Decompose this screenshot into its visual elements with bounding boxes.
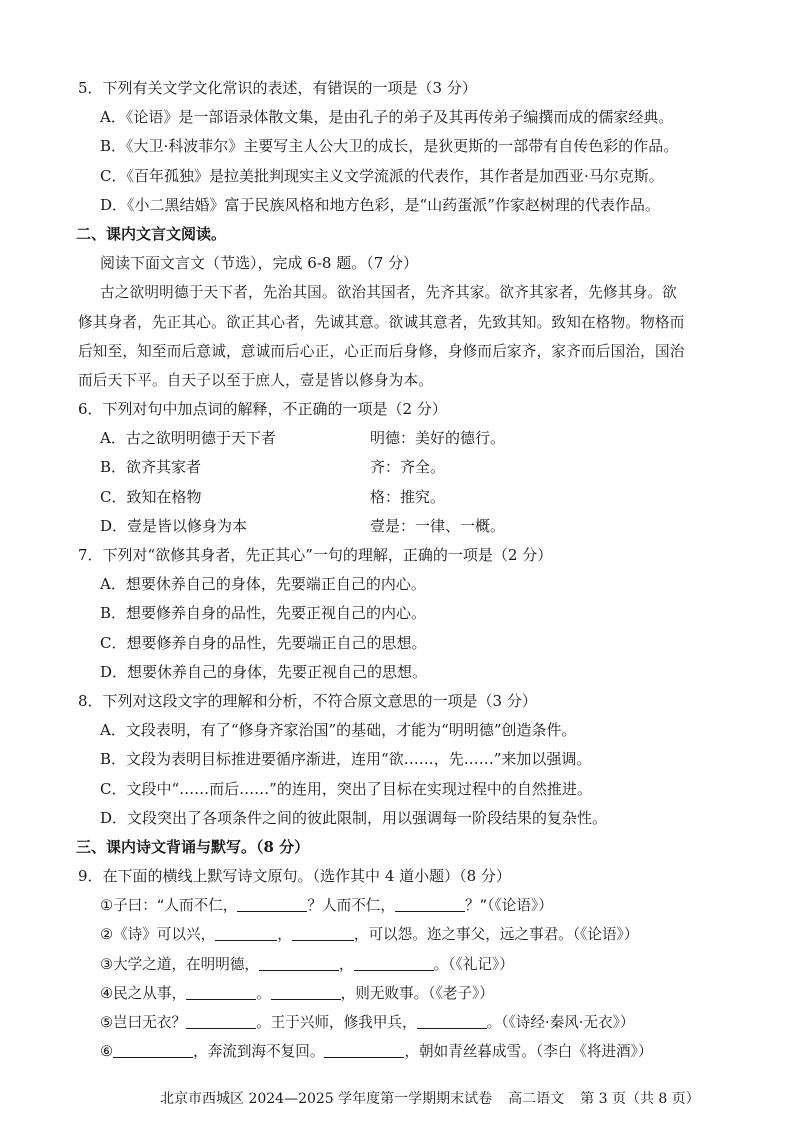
q9-text: ，	[277, 926, 292, 944]
q6-row-c	[78, 483, 760, 512]
q9-item-4	[78, 979, 760, 1008]
q8-option-a: A．文段表明，有了“修身齐家治国”的基础，才能为“明明德”创造条件。	[100, 721, 577, 740]
answer-blank[interactable]	[417, 1010, 487, 1029]
q9-item-3	[78, 950, 760, 979]
answer-blank[interactable]	[324, 1039, 404, 1058]
q6-row-d	[78, 512, 760, 541]
q6-explanation: 明德：美好的德行。	[370, 429, 506, 448]
answer-blank[interactable]	[395, 893, 465, 912]
q9-item-6	[78, 1037, 760, 1066]
q5-option-b: B．《大卫·科波菲尔》主要写主人公大卫的成长，是狄更斯的一部带有自传色彩的作品。	[100, 137, 679, 156]
q8-option-c: C．文段中“……而后……”的连用，突出了目标在实现过程中的自然推进。	[100, 779, 592, 798]
q9-text: ，可以怨。迩之事父，远之事君。（《论语》）	[353, 926, 639, 944]
q8-stem: 8．下列对这段文字的理解和分析，不符合原文意思的一项是（3 分）	[78, 691, 537, 710]
q9-text: ④民之从事，	[100, 984, 187, 1002]
q6-explanation: 齐：齐全。	[370, 458, 446, 477]
q6-explanation: 格：推究。	[370, 487, 446, 506]
q7-option-d: D．想要休养自己的身体，先要正视自己的思想。	[100, 662, 428, 681]
q6-row-b	[78, 453, 760, 482]
q9-text: ？人而不仁，	[307, 897, 395, 915]
q6-explanation: 壹是：一律、一概。	[370, 516, 506, 535]
q6-sentence: A．古之欲明明德于天下者	[100, 429, 276, 448]
passage-line: 修其身者，先正其心。欲正其心者，先诚其意。欲诚其意者，先致其知。致知在格物。物格而	[78, 313, 685, 331]
q9-text: ⑤岂曰无衣？	[100, 1014, 187, 1031]
q5-option-d: D．《小二黑结婚》富于民族风格和地方色彩，是“山药蛋派”作家赵树理的代表作品。	[100, 195, 660, 214]
section2-intro: 阅读下面文言文（节选），完成 6-8 题。（7 分）	[100, 254, 419, 273]
passage-line: 后知至，知至而后意诚，意诚而后心正，心正而后身修，身修而后家齐，家齐而后国治，国治	[78, 342, 685, 360]
answer-blank[interactable]	[259, 952, 339, 971]
answer-blank[interactable]	[292, 922, 354, 941]
q7-option-a: A．想要休养自己的身体，先要端正自己的内心。	[100, 575, 426, 594]
answer-blank[interactable]	[113, 1039, 193, 1058]
q9-text: 。（《诗经·秦风·无衣》）	[486, 1014, 635, 1031]
answer-blank[interactable]	[354, 952, 434, 971]
q9-text: 。王于兴师，修我甲兵，	[256, 1014, 417, 1031]
section3-title: 三、课内诗文背诵与默写。（8 分）	[76, 837, 310, 856]
q9-text: ，朝如青丝暮成雪。（李白《将进酒》）	[404, 1043, 653, 1061]
footer-page-number: 第 3 页（共 8 页）	[580, 1091, 700, 1107]
section2-title: 二、课内文言文阅读。	[76, 224, 227, 243]
answer-blank[interactable]	[237, 893, 307, 912]
q9-text: ，则无败事。（《老子》）	[340, 984, 494, 1002]
q5-option-c: C．《百年孤独》是拉美批判现实主义文学流派的代表作，其作者是加西亚·马尔克斯。	[100, 166, 664, 185]
q9-item-5	[78, 1008, 760, 1037]
q9-text: ②《诗》可以兴，	[100, 926, 216, 944]
answer-blank[interactable]	[186, 1010, 256, 1029]
q9-stem: 9．在下面的横线上默写诗文原句。（选作其中 4 道小题）（8 分）	[78, 867, 511, 886]
q9-text: ，奔流到海不复回。	[193, 1043, 325, 1061]
q9-text: ①子曰：“人而不仁，	[100, 897, 238, 915]
q9-text: ③大学之道，在明明德，	[100, 955, 260, 973]
q6-row-a	[78, 424, 760, 453]
passage-line: 而后天下平。自天子以至于庶人，壹是皆以修身为本。	[78, 371, 434, 389]
q7-option-b: B．想要修养自身的品性，先要正视自己的内心。	[100, 604, 427, 623]
answer-blank[interactable]	[271, 981, 341, 1000]
q9-item-1	[78, 891, 760, 920]
footer-subject: 高二语文	[508, 1091, 565, 1107]
footer-school: 北京市西城区 2024—2025 学年度第一学期期末试卷	[160, 1091, 493, 1107]
q6-sentence: B．欲齐其家者	[100, 458, 202, 477]
passage-line: 古之欲明明德于天下者，先治其国。欲治其国者，先齐其家。欲齐其家者，先修其身。欲	[100, 284, 677, 302]
q5-option-a: A．《论语》是一部语录体散文集，是由孔子的弟子及其再传弟子编撰而成的儒家经典。	[100, 108, 674, 127]
q9-item-2	[78, 920, 760, 949]
q7-option-c: C．想要修养自身的品性，先要端正自己的思想。	[100, 633, 427, 652]
page-footer	[160, 1088, 700, 1108]
q6-stem: 6．下列对句中加点词的解释，不正确的一项是（2 分）	[78, 400, 447, 419]
answer-blank[interactable]	[186, 981, 256, 1000]
q9-text: 。	[256, 984, 271, 1002]
q8-option-d: D．文段突出了各项条件之间的彼此限制，用以强调每一阶段结果的复杂性。	[100, 808, 608, 827]
q5-stem: 5．下列有关文学文化常识的表述，有错误的一项是（3 分）	[78, 79, 477, 97]
q9-text: 。（《礼记》）	[433, 955, 514, 973]
q6-sentence: C．致知在格物	[100, 487, 202, 506]
q9-text: ，	[339, 955, 354, 973]
q8-option-b: B．文段为表明目标推进要循序渐进，连用“欲……，先……”来加以强调。	[100, 750, 592, 769]
q7-stem: 7．下列对“欲修其身者，先正其心”一句的理解，正确的一项是（2 分）	[78, 546, 553, 564]
q9-text: ⑥	[100, 1043, 114, 1061]
answer-blank[interactable]	[215, 922, 277, 941]
q9-text: ？”（《论语》）	[464, 897, 553, 915]
q6-sentence: D．壹是皆以修身为本	[100, 516, 248, 535]
